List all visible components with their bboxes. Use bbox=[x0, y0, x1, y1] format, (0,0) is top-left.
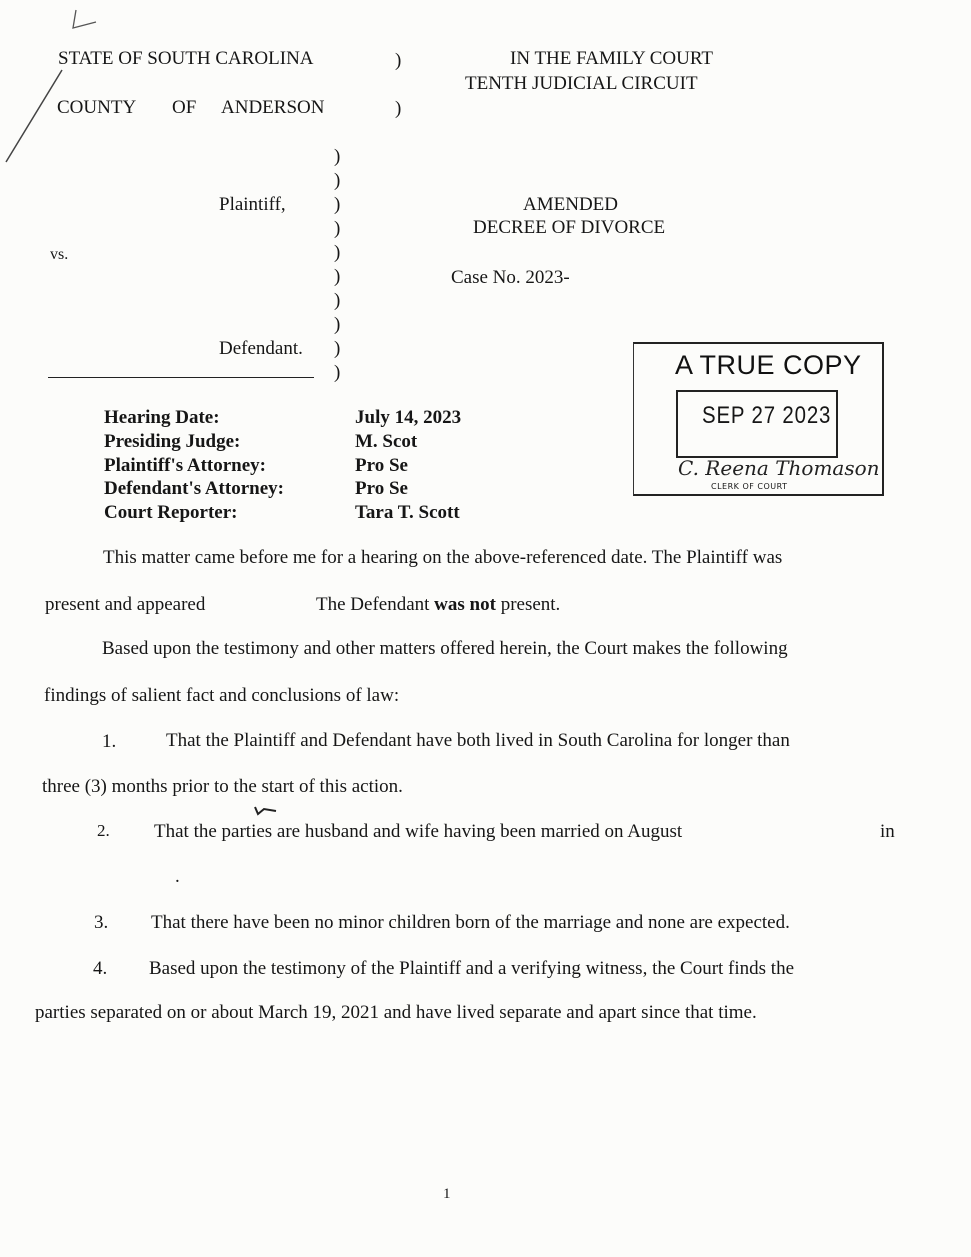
plaintiff-label: Plaintiff, bbox=[219, 194, 286, 215]
stamp-title: A TRUE COPY bbox=[675, 350, 862, 380]
caption-rule bbox=[48, 377, 314, 378]
hearing-label: Plaintiff's Attorney: bbox=[104, 455, 267, 476]
item-1-line-1: That the Plaintiff and Defendant have both lived in South Carolina for longer than bbox=[166, 730, 790, 751]
caption-paren: ) bbox=[334, 146, 341, 167]
caption-paren: ) bbox=[334, 218, 341, 239]
caption-paren: ) bbox=[334, 338, 341, 359]
caption-paren: ) bbox=[334, 362, 341, 383]
defendant-label: Defendant. bbox=[219, 338, 303, 359]
page-number: 1 bbox=[443, 1186, 451, 1202]
item-3-line-1: That there have been no minor children born of the marriage and none are expected. bbox=[151, 912, 790, 933]
court-name: IN THE FAMILY COURT bbox=[510, 48, 713, 69]
title-amended: AMENDED bbox=[523, 194, 618, 215]
hearing-value: Pro Se bbox=[355, 478, 408, 499]
hearing-label: Hearing Date: bbox=[104, 407, 220, 428]
of-word: OF bbox=[172, 97, 197, 118]
hearing-value: Pro Se bbox=[355, 455, 408, 476]
stamp-date: SEP 27 2023 bbox=[702, 402, 832, 429]
caption-paren: ) bbox=[395, 98, 402, 119]
caption-paren: ) bbox=[334, 314, 341, 335]
clerk-signature: C. Reena Thomason bbox=[678, 456, 880, 480]
stamp-clerk-label: CLERK OF COURT bbox=[711, 482, 788, 491]
caption-paren: ) bbox=[334, 194, 341, 215]
case-number: Case No. 2023- bbox=[451, 267, 570, 288]
caption-paren: ) bbox=[334, 266, 341, 287]
state-line: STATE OF SOUTH CAROLINA bbox=[58, 48, 314, 69]
item-2-tail: in bbox=[880, 821, 895, 842]
item-number: 1. bbox=[102, 731, 117, 752]
item-number: 2. bbox=[97, 821, 110, 840]
item-number: 4. bbox=[93, 958, 108, 979]
vs-label: vs. bbox=[50, 246, 69, 263]
court-circuit: TENTH JUDICIAL CIRCUIT bbox=[465, 73, 698, 94]
hearing-value: M. Scot bbox=[355, 431, 418, 452]
item-number: 3. bbox=[94, 912, 109, 933]
item-4-line-1: Based upon the testimony of the Plaintiff and a verifying witness, the Court finds the bbox=[149, 958, 795, 979]
pen-mark-check bbox=[252, 804, 278, 822]
item-1-line-2: three (3) months prior to the start of this action. bbox=[42, 776, 403, 797]
based-line-2: findings of salient fact and conclusions of law: bbox=[44, 685, 400, 706]
intro-line-1: This matter came before me for a hearing on the above-referenced date. The Plaintiff was bbox=[103, 547, 783, 568]
caption-paren: ) bbox=[334, 242, 341, 263]
present-text: present. bbox=[500, 594, 561, 615]
caption-paren: ) bbox=[334, 290, 341, 311]
county-word: COUNTY bbox=[57, 97, 137, 118]
defendant-text: The Defendant bbox=[316, 594, 430, 615]
intro-line-2b bbox=[316, 594, 560, 616]
hearing-value: Tara T. Scott bbox=[355, 502, 460, 523]
item-2-line-2: . bbox=[175, 866, 180, 887]
based-line-1: Based upon the testimony and other matters offered herein, the Court makes the following bbox=[102, 638, 788, 659]
was-not-text: was not bbox=[434, 594, 496, 615]
hearing-value: July 14, 2023 bbox=[355, 407, 462, 428]
caption-paren: ) bbox=[395, 50, 402, 71]
hearing-label: Defendant's Attorney: bbox=[104, 478, 284, 499]
item-4-line-2: parties separated on or about March 19, 2021 and have lived separate and apart since that time. bbox=[35, 1002, 757, 1023]
item-2-line-1: That the parties are husband and wife having been married on August bbox=[154, 821, 683, 842]
caption-paren: ) bbox=[334, 170, 341, 191]
pen-mark-scribble bbox=[0, 0, 110, 170]
county-name: ANDERSON bbox=[221, 97, 325, 118]
intro-line-2a: present and appeared bbox=[45, 594, 206, 615]
hearing-label: Court Reporter: bbox=[104, 502, 238, 523]
title-decree: DECREE OF DIVORCE bbox=[473, 217, 666, 238]
hearing-label: Presiding Judge: bbox=[104, 431, 241, 452]
